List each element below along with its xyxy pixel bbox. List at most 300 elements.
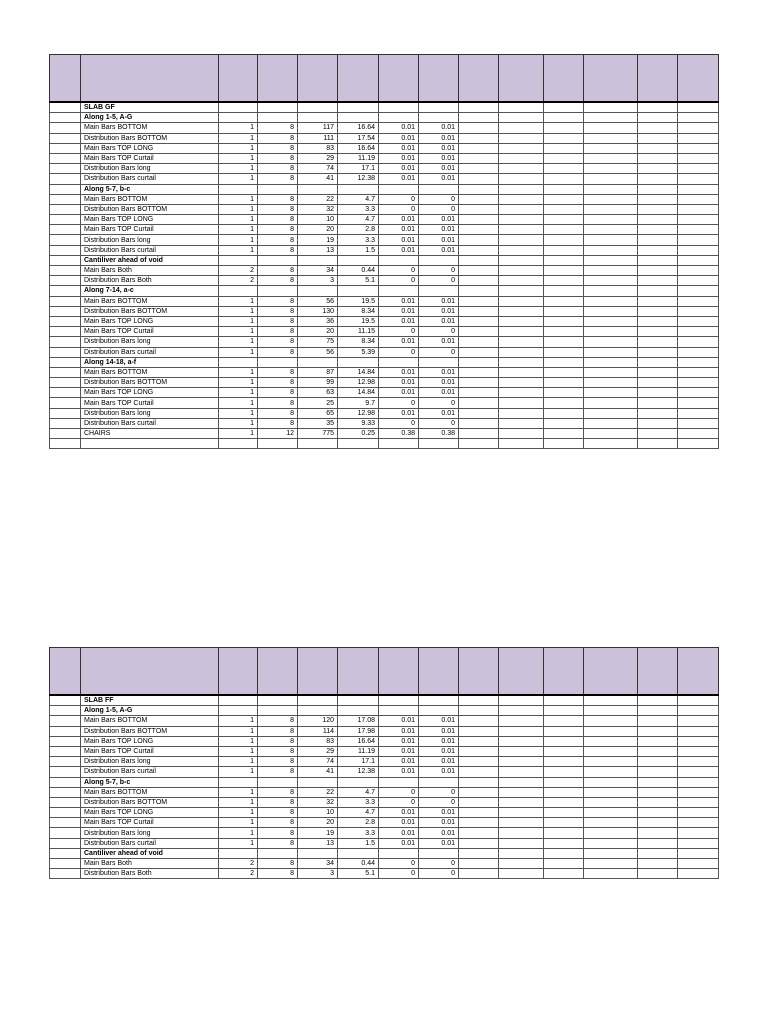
empty-cell[interactable] — [50, 184, 81, 194]
value-cell[interactable]: 1 — [219, 367, 258, 377]
empty-cell[interactable] — [544, 286, 584, 296]
value-cell[interactable]: 0.01 — [419, 767, 459, 777]
value-cell[interactable]: 0.01 — [379, 215, 419, 225]
value-cell[interactable]: 775 — [298, 429, 338, 439]
empty-cell[interactable] — [50, 164, 81, 174]
value-cell[interactable]: 0.01 — [379, 316, 419, 326]
empty-cell[interactable] — [638, 787, 678, 797]
value-cell[interactable]: 1 — [219, 123, 258, 133]
empty-cell[interactable] — [459, 859, 499, 869]
empty-cell[interactable] — [638, 859, 678, 869]
empty-cell[interactable] — [544, 174, 584, 184]
empty-cell[interactable] — [544, 204, 584, 214]
value-cell[interactable]: 75 — [298, 337, 338, 347]
value-cell[interactable]: 34 — [298, 266, 338, 276]
value-cell[interactable]: 0.01 — [419, 215, 459, 225]
empty-cell[interactable] — [459, 797, 499, 807]
description-cell[interactable]: SLAB GF — [81, 102, 219, 113]
empty-cell[interactable] — [499, 378, 544, 388]
value-cell[interactable]: 32 — [298, 797, 338, 807]
header-cell[interactable] — [258, 648, 298, 696]
empty-cell[interactable] — [638, 123, 678, 133]
empty-cell[interactable] — [638, 266, 678, 276]
empty-cell[interactable] — [544, 767, 584, 777]
value-cell[interactable]: 10 — [298, 808, 338, 818]
description-cell[interactable]: Main Bars BOTTOM — [81, 194, 219, 204]
empty-cell[interactable] — [219, 357, 258, 367]
empty-cell[interactable] — [298, 255, 338, 265]
empty-cell[interactable] — [584, 215, 638, 225]
empty-cell[interactable] — [499, 726, 544, 736]
value-cell[interactable]: 20 — [298, 327, 338, 337]
value-cell[interactable]: 0.01 — [419, 828, 459, 838]
empty-cell[interactable] — [544, 838, 584, 848]
value-cell[interactable]: 0.01 — [379, 726, 419, 736]
empty-cell[interactable] — [638, 746, 678, 756]
empty-cell[interactable] — [638, 194, 678, 204]
empty-cell[interactable] — [499, 706, 544, 716]
empty-cell[interactable] — [499, 767, 544, 777]
empty-cell[interactable] — [499, 388, 544, 398]
description-cell[interactable]: Distribution Bars curtail — [81, 838, 219, 848]
value-cell[interactable]: 1 — [219, 398, 258, 408]
empty-cell[interactable] — [678, 286, 719, 296]
empty-cell[interactable] — [499, 316, 544, 326]
value-cell[interactable]: 0.01 — [419, 808, 459, 818]
empty-cell[interactable] — [544, 133, 584, 143]
value-cell[interactable]: 1 — [219, 174, 258, 184]
empty-cell[interactable] — [638, 102, 678, 113]
empty-cell[interactable] — [459, 337, 499, 347]
value-cell[interactable]: 4.7 — [338, 808, 379, 818]
value-cell[interactable]: 1 — [219, 767, 258, 777]
value-cell[interactable]: 0 — [419, 418, 459, 428]
value-cell[interactable]: 0.01 — [419, 408, 459, 418]
value-cell[interactable]: 0.01 — [379, 736, 419, 746]
empty-cell[interactable] — [219, 695, 258, 706]
description-cell[interactable]: Along 14-18, a-f — [81, 357, 219, 367]
empty-cell[interactable] — [379, 102, 419, 113]
description-cell[interactable]: Main Bars TOP LONG — [81, 215, 219, 225]
empty-cell[interactable] — [298, 357, 338, 367]
value-cell[interactable]: 16.64 — [338, 123, 379, 133]
empty-cell[interactable] — [258, 102, 298, 113]
value-cell[interactable]: 1 — [219, 133, 258, 143]
value-cell[interactable]: 8 — [258, 736, 298, 746]
value-cell[interactable]: 0.01 — [419, 378, 459, 388]
value-cell[interactable]: 8 — [258, 757, 298, 767]
value-cell[interactable]: 1 — [219, 316, 258, 326]
empty-cell[interactable] — [298, 184, 338, 194]
value-cell[interactable]: 0.01 — [379, 306, 419, 316]
empty-cell[interactable] — [638, 143, 678, 153]
empty-cell[interactable] — [584, 337, 638, 347]
value-cell[interactable]: 3.3 — [338, 204, 379, 214]
value-cell[interactable]: 0.01 — [419, 123, 459, 133]
empty-cell[interactable] — [50, 797, 81, 807]
empty-cell[interactable] — [638, 255, 678, 265]
value-cell[interactable]: 1 — [219, 828, 258, 838]
empty-cell[interactable] — [678, 757, 719, 767]
value-cell[interactable]: 12.38 — [338, 174, 379, 184]
value-cell[interactable]: 87 — [298, 367, 338, 377]
value-cell[interactable]: 17.98 — [338, 726, 379, 736]
empty-cell[interactable] — [678, 388, 719, 398]
value-cell[interactable]: 8 — [258, 306, 298, 316]
value-cell[interactable]: 0.01 — [419, 757, 459, 767]
value-cell[interactable]: 3.3 — [338, 828, 379, 838]
header-cell[interactable] — [499, 55, 544, 103]
empty-cell[interactable] — [584, 388, 638, 398]
empty-cell[interactable] — [50, 316, 81, 326]
value-cell[interactable]: 0.44 — [338, 266, 379, 276]
empty-cell[interactable] — [459, 215, 499, 225]
value-cell[interactable]: 1 — [219, 408, 258, 418]
value-cell[interactable]: 65 — [298, 408, 338, 418]
empty-cell[interactable] — [544, 726, 584, 736]
value-cell[interactable]: 8.34 — [338, 306, 379, 316]
empty-cell[interactable] — [584, 818, 638, 828]
description-cell[interactable]: CHAIRS — [81, 429, 219, 439]
empty-cell[interactable] — [638, 316, 678, 326]
empty-cell[interactable] — [544, 808, 584, 818]
empty-cell[interactable] — [50, 869, 81, 879]
empty-cell[interactable] — [338, 102, 379, 113]
empty-cell[interactable] — [50, 327, 81, 337]
empty-cell[interactable] — [459, 787, 499, 797]
value-cell[interactable]: 8 — [258, 266, 298, 276]
empty-cell[interactable] — [50, 143, 81, 153]
value-cell[interactable]: 0.38 — [379, 429, 419, 439]
empty-cell[interactable] — [544, 388, 584, 398]
empty-cell[interactable] — [50, 848, 81, 858]
empty-cell[interactable] — [499, 215, 544, 225]
empty-cell[interactable] — [50, 757, 81, 767]
empty-cell[interactable] — [459, 808, 499, 818]
value-cell[interactable]: 2 — [219, 859, 258, 869]
value-cell[interactable]: 1 — [219, 143, 258, 153]
empty-cell[interactable] — [678, 296, 719, 306]
description-cell[interactable]: Main Bars TOP Curtail — [81, 818, 219, 828]
empty-cell[interactable] — [298, 777, 338, 787]
empty-cell[interactable] — [459, 184, 499, 194]
value-cell[interactable]: 0.01 — [379, 235, 419, 245]
empty-cell[interactable] — [678, 439, 719, 449]
empty-cell[interactable] — [419, 357, 459, 367]
header-cell[interactable] — [50, 648, 81, 696]
empty-cell[interactable] — [459, 143, 499, 153]
value-cell[interactable]: 19.5 — [338, 316, 379, 326]
value-cell[interactable]: 8 — [258, 245, 298, 255]
empty-cell[interactable] — [584, 357, 638, 367]
empty-cell[interactable] — [678, 102, 719, 113]
header-cell[interactable] — [544, 55, 584, 103]
empty-cell[interactable] — [638, 245, 678, 255]
header-cell[interactable] — [338, 648, 379, 696]
empty-cell[interactable] — [50, 787, 81, 797]
empty-cell[interactable] — [338, 706, 379, 716]
empty-cell[interactable] — [50, 429, 81, 439]
description-cell[interactable]: SLAB FF — [81, 695, 219, 706]
empty-cell[interactable] — [258, 286, 298, 296]
empty-cell[interactable] — [499, 337, 544, 347]
value-cell[interactable]: 1 — [219, 757, 258, 767]
empty-cell[interactable] — [338, 695, 379, 706]
empty-cell[interactable] — [584, 164, 638, 174]
empty-cell[interactable] — [258, 848, 298, 858]
empty-cell[interactable] — [544, 306, 584, 316]
value-cell[interactable]: 0.01 — [419, 726, 459, 736]
empty-cell[interactable] — [499, 194, 544, 204]
empty-cell[interactable] — [678, 767, 719, 777]
empty-cell[interactable] — [544, 408, 584, 418]
empty-cell[interactable] — [584, 398, 638, 408]
value-cell[interactable]: 8 — [258, 133, 298, 143]
value-cell[interactable]: 22 — [298, 194, 338, 204]
value-cell[interactable]: 9.33 — [338, 418, 379, 428]
empty-cell[interactable] — [584, 848, 638, 858]
empty-cell[interactable] — [638, 367, 678, 377]
empty-cell[interactable] — [544, 153, 584, 163]
empty-cell[interactable] — [298, 113, 338, 123]
value-cell[interactable]: 0.38 — [419, 429, 459, 439]
empty-cell[interactable] — [338, 357, 379, 367]
description-cell[interactable]: Along 5-7, b-c — [81, 184, 219, 194]
value-cell[interactable]: 1 — [219, 746, 258, 756]
empty-cell[interactable] — [50, 367, 81, 377]
empty-cell[interactable] — [678, 398, 719, 408]
value-cell[interactable]: 0 — [379, 194, 419, 204]
value-cell[interactable]: 0.01 — [419, 164, 459, 174]
empty-cell[interactable] — [638, 828, 678, 838]
empty-cell[interactable] — [584, 113, 638, 123]
empty-cell[interactable] — [50, 204, 81, 214]
value-cell[interactable]: 8 — [258, 204, 298, 214]
empty-cell[interactable] — [219, 255, 258, 265]
empty-cell[interactable] — [338, 255, 379, 265]
value-cell[interactable]: 56 — [298, 347, 338, 357]
value-cell[interactable]: 0 — [379, 398, 419, 408]
empty-cell[interactable] — [584, 859, 638, 869]
empty-cell[interactable] — [499, 859, 544, 869]
empty-cell[interactable] — [459, 378, 499, 388]
empty-cell[interactable] — [499, 838, 544, 848]
empty-cell[interactable] — [499, 174, 544, 184]
empty-cell[interactable] — [678, 746, 719, 756]
empty-cell[interactable] — [544, 429, 584, 439]
empty-cell[interactable] — [258, 255, 298, 265]
empty-cell[interactable] — [544, 859, 584, 869]
value-cell[interactable]: 1 — [219, 378, 258, 388]
empty-cell[interactable] — [678, 429, 719, 439]
empty-cell[interactable] — [459, 327, 499, 337]
empty-cell[interactable] — [219, 102, 258, 113]
header-cell[interactable] — [459, 648, 499, 696]
empty-cell[interactable] — [50, 706, 81, 716]
empty-cell[interactable] — [584, 429, 638, 439]
value-cell[interactable]: 8 — [258, 726, 298, 736]
value-cell[interactable]: 99 — [298, 378, 338, 388]
empty-cell[interactable] — [544, 143, 584, 153]
value-cell[interactable]: 8 — [258, 296, 298, 306]
empty-cell[interactable] — [544, 276, 584, 286]
value-cell[interactable]: 34 — [298, 859, 338, 869]
empty-cell[interactable] — [499, 347, 544, 357]
empty-cell[interactable] — [50, 194, 81, 204]
empty-cell[interactable] — [584, 153, 638, 163]
empty-cell[interactable] — [544, 716, 584, 726]
empty-cell[interactable] — [459, 102, 499, 113]
empty-cell[interactable] — [678, 245, 719, 255]
empty-cell[interactable] — [638, 439, 678, 449]
empty-cell[interactable] — [338, 184, 379, 194]
value-cell[interactable]: 1 — [219, 164, 258, 174]
value-cell[interactable]: 8 — [258, 869, 298, 879]
value-cell[interactable]: 0.01 — [379, 408, 419, 418]
description-cell[interactable]: Main Bars TOP LONG — [81, 808, 219, 818]
header-cell[interactable] — [584, 55, 638, 103]
description-cell[interactable]: Main Bars BOTTOM — [81, 367, 219, 377]
value-cell[interactable]: 16.64 — [338, 736, 379, 746]
empty-cell[interactable] — [544, 316, 584, 326]
value-cell[interactable]: 1 — [219, 726, 258, 736]
value-cell[interactable]: 12.98 — [338, 378, 379, 388]
empty-cell[interactable] — [584, 787, 638, 797]
empty-cell[interactable] — [544, 184, 584, 194]
value-cell[interactable]: 41 — [298, 174, 338, 184]
empty-cell[interactable] — [544, 869, 584, 879]
empty-cell[interactable] — [638, 716, 678, 726]
empty-cell[interactable] — [584, 797, 638, 807]
header-cell[interactable] — [584, 648, 638, 696]
empty-cell[interactable] — [459, 347, 499, 357]
value-cell[interactable]: 8 — [258, 418, 298, 428]
value-cell[interactable]: 20 — [298, 818, 338, 828]
empty-cell[interactable] — [499, 255, 544, 265]
value-cell[interactable]: 0 — [379, 869, 419, 879]
empty-cell[interactable] — [678, 327, 719, 337]
empty-cell[interactable] — [544, 194, 584, 204]
empty-cell[interactable] — [50, 746, 81, 756]
empty-cell[interactable] — [544, 164, 584, 174]
empty-cell[interactable] — [638, 327, 678, 337]
empty-cell[interactable] — [338, 777, 379, 787]
value-cell[interactable]: 1.5 — [338, 838, 379, 848]
value-cell[interactable]: 1 — [219, 808, 258, 818]
description-cell[interactable]: Main Bars BOTTOM — [81, 123, 219, 133]
value-cell[interactable]: 8 — [258, 746, 298, 756]
value-cell[interactable]: 0.01 — [379, 174, 419, 184]
header-cell[interactable] — [379, 55, 419, 103]
value-cell[interactable]: 14.84 — [338, 388, 379, 398]
empty-cell[interactable] — [678, 716, 719, 726]
empty-cell[interactable] — [459, 706, 499, 716]
empty-cell[interactable] — [459, 296, 499, 306]
empty-cell[interactable] — [298, 439, 338, 449]
description-cell[interactable]: Main Bars BOTTOM — [81, 296, 219, 306]
description-cell[interactable]: Main Bars TOP Curtail — [81, 225, 219, 235]
empty-cell[interactable] — [638, 184, 678, 194]
empty-cell[interactable] — [50, 113, 81, 123]
description-cell[interactable]: Distribution Bars Both — [81, 276, 219, 286]
empty-cell[interactable] — [298, 102, 338, 113]
value-cell[interactable]: 8 — [258, 316, 298, 326]
value-cell[interactable]: 0.01 — [379, 757, 419, 767]
empty-cell[interactable] — [219, 439, 258, 449]
empty-cell[interactable] — [499, 184, 544, 194]
value-cell[interactable]: 36 — [298, 316, 338, 326]
empty-cell[interactable] — [499, 429, 544, 439]
empty-cell[interactable] — [499, 808, 544, 818]
value-cell[interactable]: 0 — [379, 347, 419, 357]
value-cell[interactable]: 0.01 — [419, 133, 459, 143]
value-cell[interactable]: 0.01 — [419, 746, 459, 756]
value-cell[interactable]: 8 — [258, 828, 298, 838]
empty-cell[interactable] — [419, 848, 459, 858]
description-cell[interactable]: Distribution Bars curtail — [81, 245, 219, 255]
empty-cell[interactable] — [379, 706, 419, 716]
empty-cell[interactable] — [499, 164, 544, 174]
value-cell[interactable]: 0.01 — [419, 388, 459, 398]
empty-cell[interactable] — [499, 367, 544, 377]
empty-cell[interactable] — [584, 347, 638, 357]
empty-cell[interactable] — [50, 716, 81, 726]
description-cell[interactable]: Main Bars TOP LONG — [81, 316, 219, 326]
value-cell[interactable]: 0.01 — [419, 296, 459, 306]
value-cell[interactable]: 4.7 — [338, 194, 379, 204]
empty-cell[interactable] — [50, 818, 81, 828]
value-cell[interactable]: 1 — [219, 204, 258, 214]
empty-cell[interactable] — [459, 398, 499, 408]
value-cell[interactable]: 8 — [258, 153, 298, 163]
value-cell[interactable]: 8 — [258, 327, 298, 337]
empty-cell[interactable] — [499, 757, 544, 767]
empty-cell[interactable] — [499, 736, 544, 746]
empty-cell[interactable] — [584, 777, 638, 787]
empty-cell[interactable] — [544, 828, 584, 838]
empty-cell[interactable] — [638, 235, 678, 245]
empty-cell[interactable] — [50, 347, 81, 357]
value-cell[interactable]: 0 — [419, 398, 459, 408]
empty-cell[interactable] — [379, 113, 419, 123]
value-cell[interactable]: 1 — [219, 327, 258, 337]
value-cell[interactable]: 2 — [219, 266, 258, 276]
empty-cell[interactable] — [638, 695, 678, 706]
empty-cell[interactable] — [419, 184, 459, 194]
empty-cell[interactable] — [419, 102, 459, 113]
empty-cell[interactable] — [499, 787, 544, 797]
empty-cell[interactable] — [638, 838, 678, 848]
empty-cell[interactable] — [544, 255, 584, 265]
empty-cell[interactable] — [50, 408, 81, 418]
value-cell[interactable]: 0.01 — [379, 746, 419, 756]
empty-cell[interactable] — [678, 838, 719, 848]
empty-cell[interactable] — [50, 276, 81, 286]
empty-cell[interactable] — [638, 797, 678, 807]
empty-cell[interactable] — [459, 838, 499, 848]
empty-cell[interactable] — [678, 215, 719, 225]
empty-cell[interactable] — [584, 706, 638, 716]
value-cell[interactable]: 1 — [219, 347, 258, 357]
empty-cell[interactable] — [219, 184, 258, 194]
empty-cell[interactable] — [50, 859, 81, 869]
value-cell[interactable]: 35 — [298, 418, 338, 428]
empty-cell[interactable] — [219, 848, 258, 858]
value-cell[interactable]: 11.15 — [338, 327, 379, 337]
value-cell[interactable]: 0.01 — [379, 367, 419, 377]
empty-cell[interactable] — [50, 215, 81, 225]
empty-cell[interactable] — [50, 736, 81, 746]
